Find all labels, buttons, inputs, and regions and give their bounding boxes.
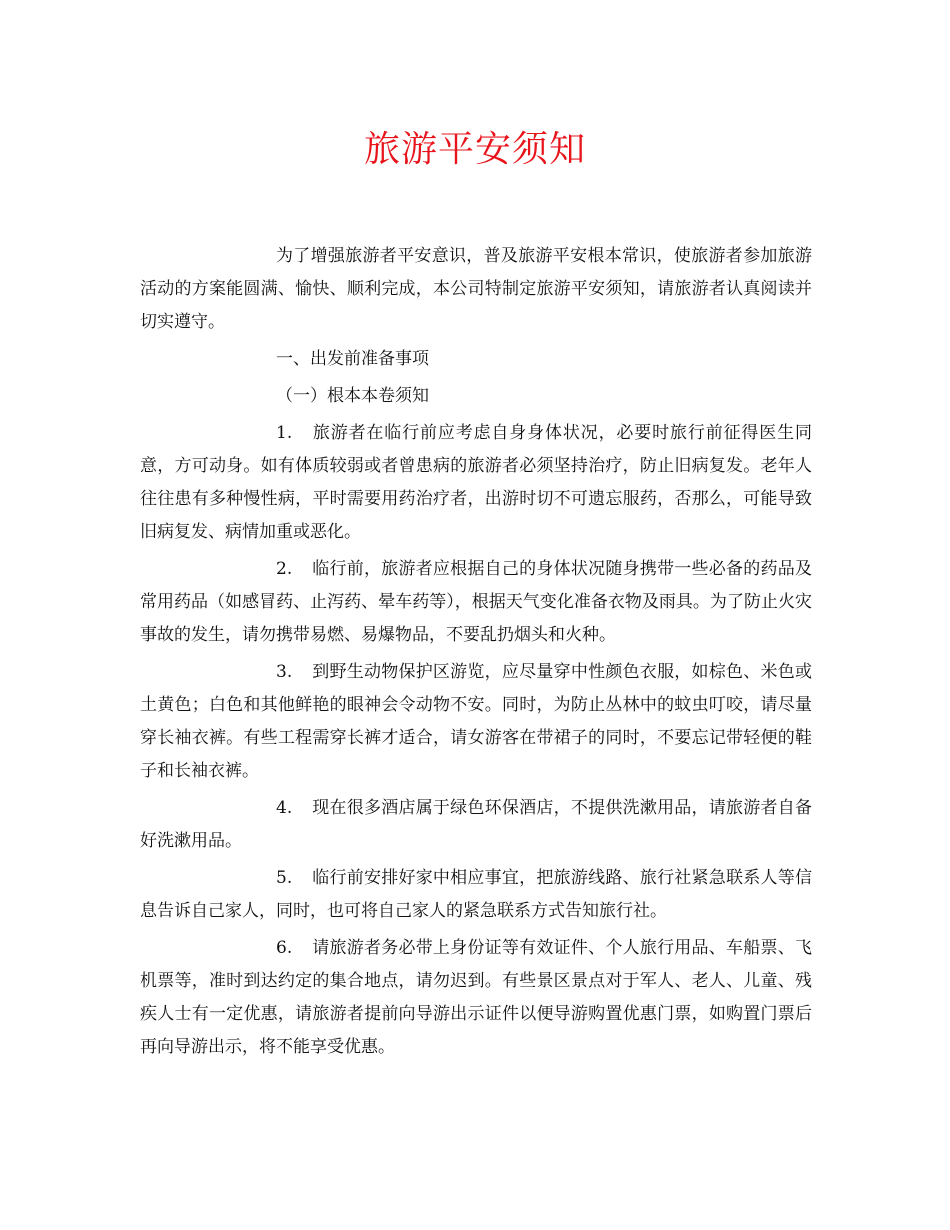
document-title: 旅游平安须知: [363, 129, 586, 170]
list-item-text: 临行前安排好家中相应事宜，把旅游线路、旅行社紧急联系人等信息告诉自己家人，同时，也可将自己家人的紧急联系方式告知旅行社。: [140, 868, 812, 921]
list-item: [140, 656, 812, 788]
list-item-number: 2.: [276, 559, 293, 579]
list-item: [140, 417, 812, 549]
intro-paragraph: 为了增强旅游者平安意识，普及旅游平安根本常识，使旅游者参加旅游活动的方案能圆满、愉快、顺利完成，本公司特制定旅游平安须知，请旅游者认真阅读并切实遵守。: [140, 246, 812, 332]
list-item-text: 现在很多酒店属于绿色环保酒店，不提供洗漱用品，请旅游者自备好洗漱用品。: [140, 798, 812, 851]
list-item-number: 6.: [276, 938, 293, 958]
list-item: [140, 932, 812, 1064]
list-item-number: 4.: [276, 798, 293, 818]
list-item: [140, 553, 812, 652]
list-item-number: 3.: [276, 662, 293, 682]
list-item-text: 到野生动物保护区游览，应尽量穿中性颜色衣服，如棕色、米色或土黄色；白色和其他鲜艳的眼神会令动物不安。同时，为防止丛林中的蚊虫叮咬，请尽量穿长袖衣裤。有些工程需穿长裤才适合，请女游客在带裙子的同时，不要忘记带轻便的鞋子和长袖衣裤。: [140, 662, 812, 781]
section-heading: 一、出发前准备事项: [276, 349, 429, 369]
list-item-number: 5.: [276, 868, 293, 888]
list-item-text: 临行前，旅游者应根据自己的身体状况随身携带一些必备的药品及常用药品（如感冒药、止泻药、晕车药等），根据天气变化准备衣物及雨具。为了防止火灾事故的发生，请勿携带易燃、易爆物品，不要乱扔烟头和火种。: [140, 559, 812, 645]
list-item-text: 请旅游者务必带上身份证等有效证件、个人旅行用品、车船票、飞机票等，准时到达约定的集合地点，请勿迟到。有些景区景点对于军人、老人、儿童、残疾人士有一定优惠，请旅游者提前向导游出示证件以便导游购置优惠门票，如购置门票后再向导游出示，将不能享受优惠。: [140, 938, 812, 1057]
subsection-heading: （一）根本本卷须知: [276, 386, 429, 406]
document-body: [140, 240, 812, 1064]
list-item-text: 旅游者在临行前应考虑自身身体状况，必要时旅行前征得医生同意，方可动身。如有体质较弱或者曾患病的旅游者必须坚持治疗，防止旧病复发。老年人往往患有多种慢性病，平时需要用药治疗者，出游时切不可遗忘服药，否那么，可能导致旧病复发、病情加重或恶化。: [140, 423, 812, 542]
list-item: [140, 792, 812, 858]
list-item: [140, 862, 812, 928]
list-item-number: 1.: [276, 423, 293, 443]
